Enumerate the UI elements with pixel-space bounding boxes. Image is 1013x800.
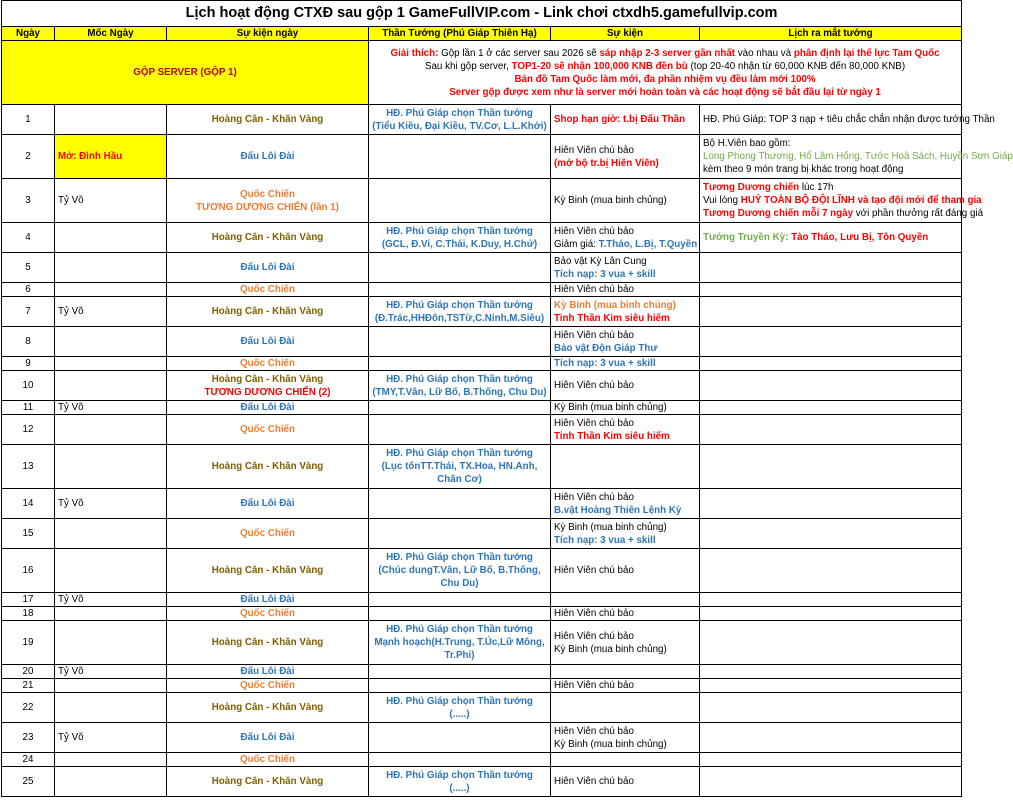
table-row: 13 Hoàng Cân - Khăn Vàng HĐ. Phú Giáp chọn Thần tướng (Lục tốnTT.Thái, TX.Hoa, HN.Anh, Chân Cơ) — [2, 445, 962, 489]
table-row: 21 Quốc Chiến Hiên Viên chú bảo — [2, 679, 962, 693]
table-row: 20 Tỷ Võ Đấu Lôi Đài — [2, 665, 962, 679]
table-row: 19 Hoàng Cân - Khăn Vàng HĐ. Phú Giáp chọn Thần tướng Mạnh hoạch(H.Trung, T.Úc,Lữ Mông, Tr.Phi) Hiên Viên chú bảo Kỳ Binh (mua binh chủng) — [2, 621, 962, 665]
table-row: 8 Đấu Lôi Đài Hiên Viên chú bảo Bảo vật Độn Giáp Thư — [2, 327, 962, 357]
merge-row — [2, 41, 962, 105]
header-general: Thần Tướng (Phú Giáp Thiên Hạ) — [369, 27, 551, 41]
table-row: 14 Tỷ Võ Đấu Lôi Đài Hiên Viên chú bảo B.vật Hoàng Thiên Lệnh Kỳ — [2, 489, 962, 519]
table-row: 18 Quốc Chiến Hiên Viên chú bảo — [2, 607, 962, 621]
table-row: 2 Mở: Đình Hầu Đấu Lôi Đài Hiên Viên chú bảo (mở bộ tr.bị Hiên Viên) Bộ H.Viên bao gồm: Long Phong Thương, Hổ Lâm Hống, Tước Hoả Sách, Huyền Sơn Giáp kèm theo 9 món trang bị khác trong hoạt động — [2, 135, 962, 179]
merge-label: GỘP SERVER (GỘP 1) — [2, 41, 369, 105]
schedule-table — [1, 0, 1013, 797]
table-row: 24 Quốc Chiến — [2, 753, 962, 767]
table-row: 9 Quốc Chiến Tích nạp: 3 vua + skill — [2, 357, 962, 371]
header-daily-event: Sự kiện ngày — [167, 27, 369, 41]
header-launch: Lịch ra mắt tướng — [700, 27, 962, 41]
header-milestone: Mốc Ngày — [55, 27, 167, 41]
table-row: 7 Tỷ Võ Hoàng Cân - Khăn Vàng HĐ. Phú Giáp chọn Thần tướng (Đ.Trác,HHĐôn,TSTừ,C.Ninh,M.Siêu) Kỳ Binh (mua binh chủng) Tinh Thần Kim siêu hiếm — [2, 297, 962, 327]
table-row: 22 Hoàng Cân - Khăn Vàng HĐ. Phú Giáp chọn Thần tướng (.....) — [2, 693, 962, 723]
table-row: 16 Hoàng Cân - Khăn Vàng HĐ. Phú Giáp chọn Thần tướng (Chúc dungT.Vân, Lữ Bố, B.Thống, Chu Du) Hiên Viên chú bảo — [2, 549, 962, 593]
table-row: 12 Quốc Chiến Hiên Viên chú bảo Tinh Thần Kim siêu hiếm — [2, 415, 962, 445]
table-row: 3 Tỷ Võ Quốc Chiến TƯƠNG DƯƠNG CHIẾN (lần 1) Kỳ Binh (mua binh chủng) Tương Dương chiến lúc 17h Vui lòng HUỶ TOÀN BỘ ĐỘI LĨNH và tạo đội mới để tham gia Tương Dương chiến mỗi 7 ngày với phần thưởng rất đáng giá — [2, 179, 962, 223]
table-row: 4 Hoàng Cân - Khăn Vàng HĐ. Phú Giáp chọn Thần tướng (GCL, Đ.Vi, C.Thái, K.Duy, H.Chử) Hiên Viên chú bảo Giảm giá: T.Tháo, L.Bị, T.Quyền Tướng Truyền Kỳ: Tào Tháo, Lưu Bị, Tôn Quyền — [2, 223, 962, 253]
table-row: 10 Hoàng Cân - Khăn Vàng TƯƠNG DƯƠNG CHIẾN (2) HĐ. Phú Giáp chọn Thần tướng (TMY,T.Vân, Lữ Bố, B.Thống, Chu Du) Hiên Viên chú bảo — [2, 371, 962, 401]
page-title: Lịch hoạt động CTXĐ sau gộp 1 GameFullVIP.com - Link chơi ctxdh5.gamefullvip.com — [2, 1, 962, 27]
header-row — [2, 27, 962, 41]
table-row: 6 Quốc Chiến Hiên Viên chú bảo — [2, 283, 962, 297]
merge-explanation: Giải thích: Gộp lần 1 ở các server sau 2026 sẽ sáp nhập 2-3 server gần nhất vào nhau và phân định lại thế lực Tam Quốc Sau khi gộp server, TOP1-20 sẽ nhận 100,000 KNB đền bù (top 20-40 nhận từ 60,000 KNB đến 80,000 KNB) Bản đồ Tam Quốc làm mới, đa phần nhiệm vụ đều làm mới 100% Server gộp được xem như là server mới hoàn toàn và các hoạt động sẽ bắt đầu lại từ ngày 1 — [369, 41, 962, 105]
table-row: 11 Tỷ Võ Đấu Lôi Đài Kỳ Binh (mua binh chủng) — [2, 401, 962, 415]
table-row: 1 Hoàng Cân - Khăn Vàng HĐ. Phú Giáp chọn Thần tướng (Tiểu Kiều, Đại Kiều, TV.Cơ, L.L.Khởi) Shop hạn giờ: t.bị Đấu Thần HĐ. Phú Giáp: TOP 3 nạp + tiêu chắc chắn nhận được tướng Thần — [2, 105, 962, 135]
table-row: 17 Tỷ Võ Đấu Lôi Đài — [2, 593, 962, 607]
table-row: 15 Quốc Chiến Kỳ Binh (mua binh chủng) Tích nạp: 3 vua + skill — [2, 519, 962, 549]
table-row: 5 Đấu Lôi Đài Bảo vật Kỳ Lân Cung Tích nạp: 3 vua + skill — [2, 253, 962, 283]
header-event: Sự kiện — [551, 27, 700, 41]
table-row: 25 Hoàng Cân - Khăn Vàng HĐ. Phú Giáp chọn Thần tướng (.....) Hiên Viên chú bảo — [2, 767, 962, 797]
table-row: 23 Tỷ Võ Đấu Lôi Đài Hiên Viên chú bảo Kỳ Binh (mua binh chủng) — [2, 723, 962, 753]
header-day: Ngày — [2, 27, 55, 41]
